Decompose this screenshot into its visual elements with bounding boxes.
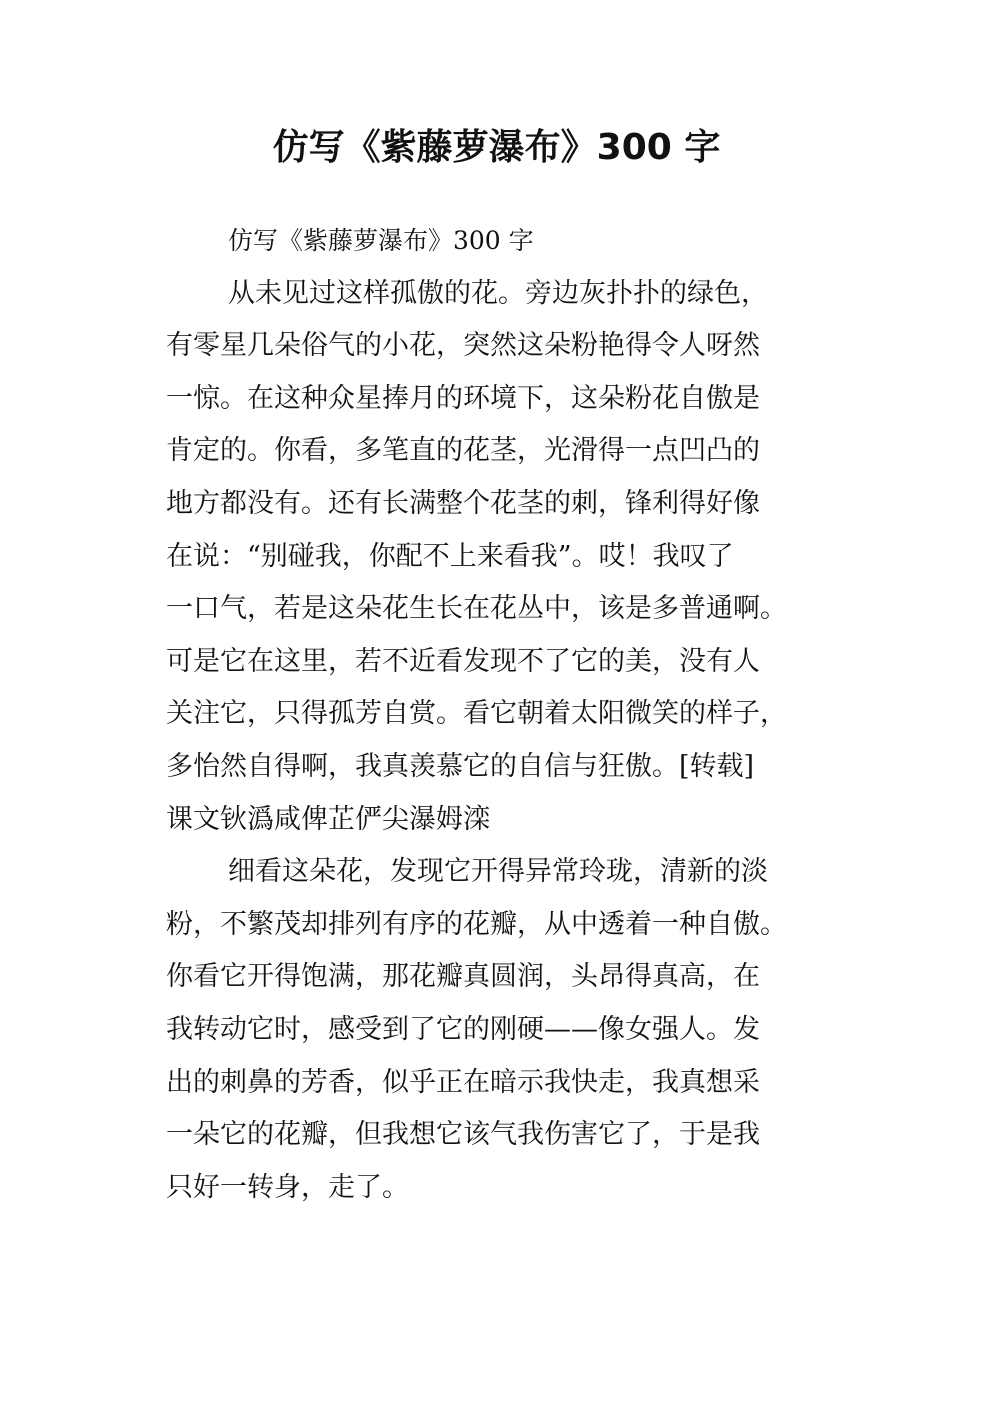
paragraph-1-line: 课文钬潙咸俾芷俨尖瀑姆滦 [166,803,490,835]
paragraph-1-line: 在说：“别碰我，你配不上来看我”。哎！我叹了 [166,540,734,572]
paragraph-2-line: 只好一转身，走了。 [166,1171,409,1203]
paragraph-1-line: 地方都没有。还有长满整个花茎的刺，锋利得好像 [166,487,760,519]
paragraph-1-line: 一惊。在这种众星捧月的环境下，这朵粉花自傲是 [166,382,760,414]
paragraph-2-line: 你看它开得饱满，那花瓣真圆润，头昂得真高，在 [166,961,760,993]
paragraph-2-line: 一朵它的花瓣，但我想它该气我伤害它了，于是我 [166,1119,760,1151]
document-subtitle: 仿写《紫藤萝瀑布》300 字 [228,226,534,255]
paragraph-1-line: 多怡然自得啊，我真羡慕它的自信与狂傲。[转载] [166,750,755,782]
paragraph-1-line: 肯定的。你看，多笔直的花茎，光滑得一点凹凸的 [166,435,760,467]
paragraph-2-line: 粉，不繁茂却排列有序的花瓣，从中透着一种自傲。 [166,908,787,940]
paragraph-1-line: 有零星几朵俗气的小花，突然这朵粉艳得令人呀然 [166,330,760,362]
paragraph-2-line: 出的刺鼻的芳香，似乎正在暗示我快走，我真想采 [166,1066,760,1098]
paragraph-1-line: 从未见过这样孤傲的花。旁边灰扑扑的绿色， [228,277,768,309]
document-title: 仿写《紫藤萝瀑布》300 字 [272,127,721,168]
paragraph-2-line: 细看这朵花，发现它开得异常玲珑，清新的淡 [228,856,768,888]
paragraph-1-line: 一口气，若是这朵花生长在花丛中，该是多普通啊。 [166,593,787,625]
paragraph-1-line: 可是它在这里，若不近看发现不了它的美，没有人 [166,645,760,677]
paragraph-2-line: 我转动它时，感受到了它的刚硬——像女强人。发 [166,1013,760,1045]
paragraph-1-line: 关注它，只得孤芳自赏。看它朝着太阳微笑的样子， [166,698,787,730]
document-body [166,215,856,1214]
